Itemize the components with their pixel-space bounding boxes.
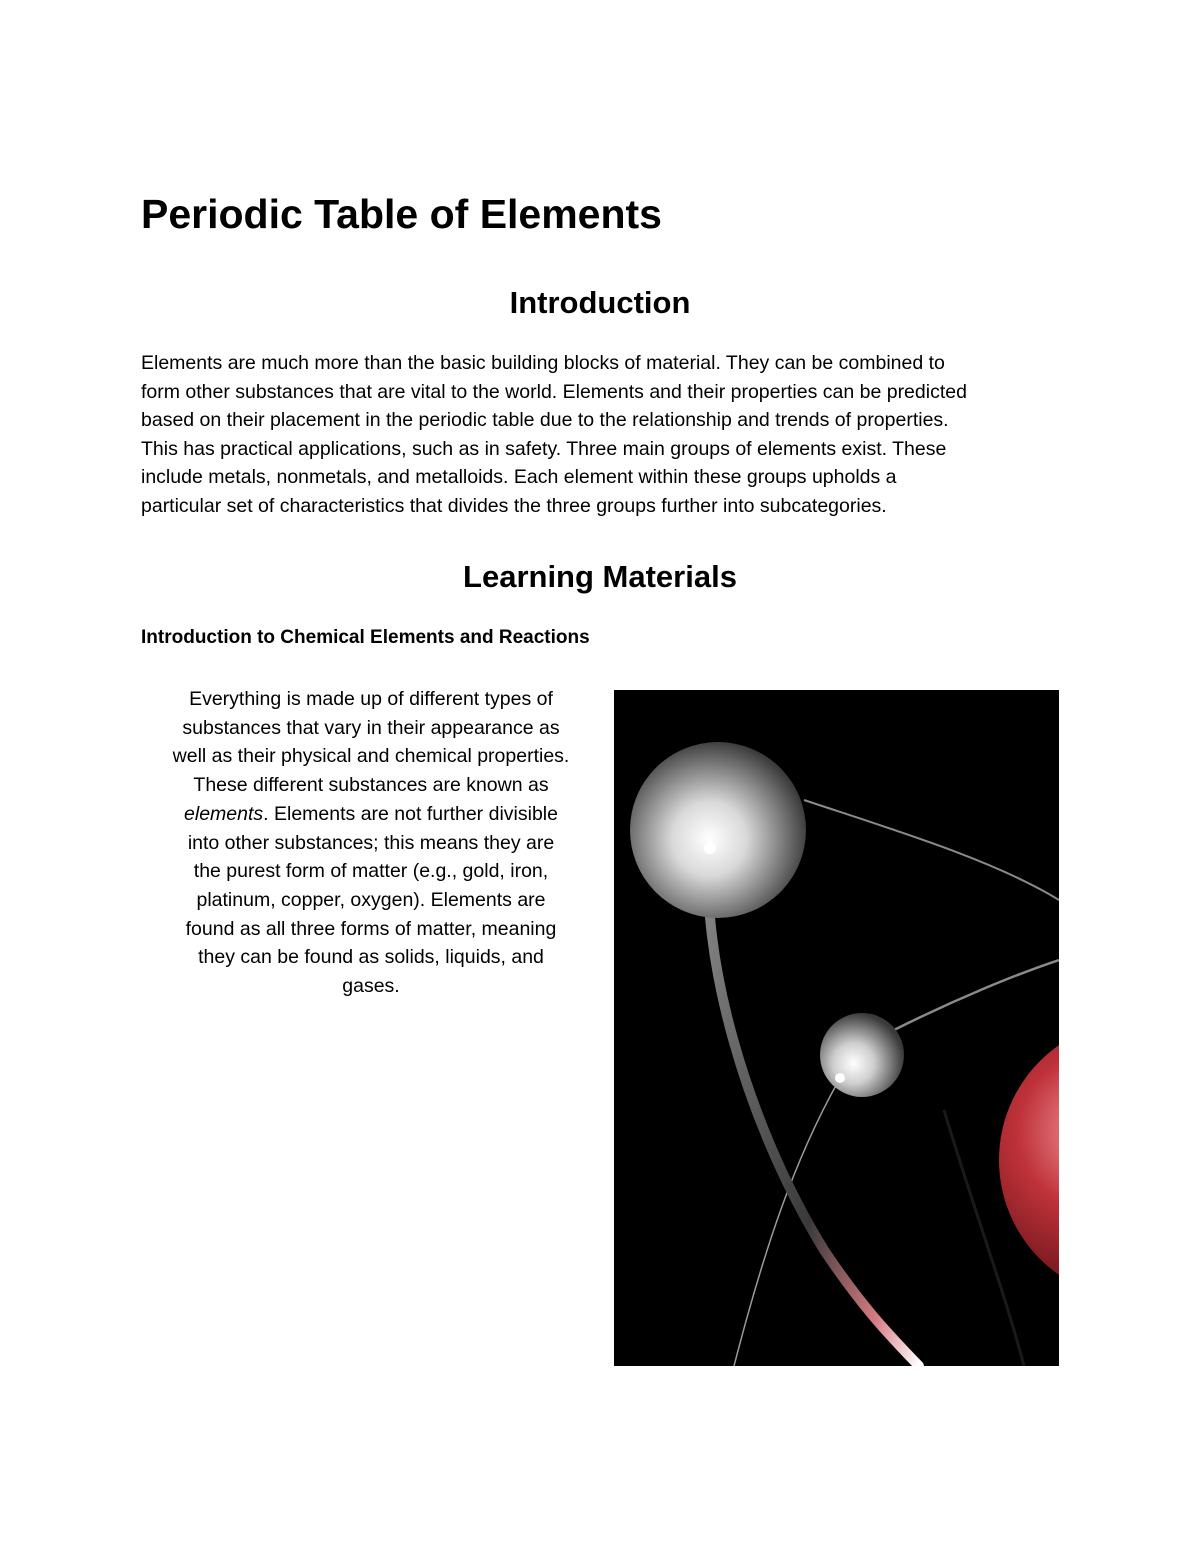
introduction-line: This has practical applications, such as in safety. Three main groups of elements exist. These bbox=[141, 437, 947, 460]
paragraph-line: Everything is made up of different types of bbox=[189, 688, 553, 710]
sphere-highlight bbox=[835, 1073, 845, 1083]
paragraph-line-rest: . Elements are not further divisible bbox=[263, 802, 558, 825]
elements-paragraph bbox=[141, 685, 601, 1001]
paragraph-line: platinum, copper, oxygen). Elements are bbox=[196, 888, 546, 911]
paragraph-line: These different substances are known as bbox=[193, 774, 549, 797]
introduction-line: particular set of characteristics that divides the three groups further into subcategories. bbox=[141, 494, 887, 517]
atom-svg bbox=[614, 690, 1059, 1366]
learning-materials-heading: Learning Materials bbox=[463, 559, 737, 594]
paragraph-line: they can be found as solids, liquids, and bbox=[198, 946, 544, 969]
paragraph-line: substances that vary in their appearance as bbox=[182, 716, 560, 739]
paragraph-line: gases. bbox=[342, 975, 400, 998]
paragraph-line: found as all three forms of matter, meaning bbox=[185, 917, 557, 940]
elements-emphasis: elements bbox=[184, 802, 264, 825]
electron-sphere-small bbox=[820, 1013, 904, 1097]
paragraph-line bbox=[141, 800, 601, 829]
introduction-line: form other substances that are vital to the world. Elements and their properties can be predicted bbox=[141, 380, 967, 403]
electron-sphere-large bbox=[630, 742, 806, 918]
introduction-line: include metals, nonmetals, and metalloids. Each element within these groups upholds a bbox=[141, 466, 897, 489]
introduction-heading: Introduction bbox=[509, 285, 691, 320]
introduction-line: Elements are much more than the basic building blocks of material. They can be combined to bbox=[141, 352, 945, 374]
introduction-line: based on their placement in the periodic table due to the relationship and trends of properties. bbox=[141, 409, 949, 432]
atom-illustration bbox=[614, 690, 1059, 1366]
chemical-elements-subheading: Introduction to Chemical Elements and Reactions bbox=[141, 627, 590, 648]
introduction-paragraph bbox=[141, 349, 1066, 521]
paragraph-line: the purest form of matter (e.g., gold, iron, bbox=[193, 860, 549, 883]
page-title: Periodic Table of Elements bbox=[141, 191, 662, 237]
paragraph-line: well as their physical and chemical properties. bbox=[172, 745, 570, 768]
paragraph-line: into other substances; this means they are bbox=[187, 831, 555, 854]
sphere-highlight bbox=[704, 842, 716, 854]
